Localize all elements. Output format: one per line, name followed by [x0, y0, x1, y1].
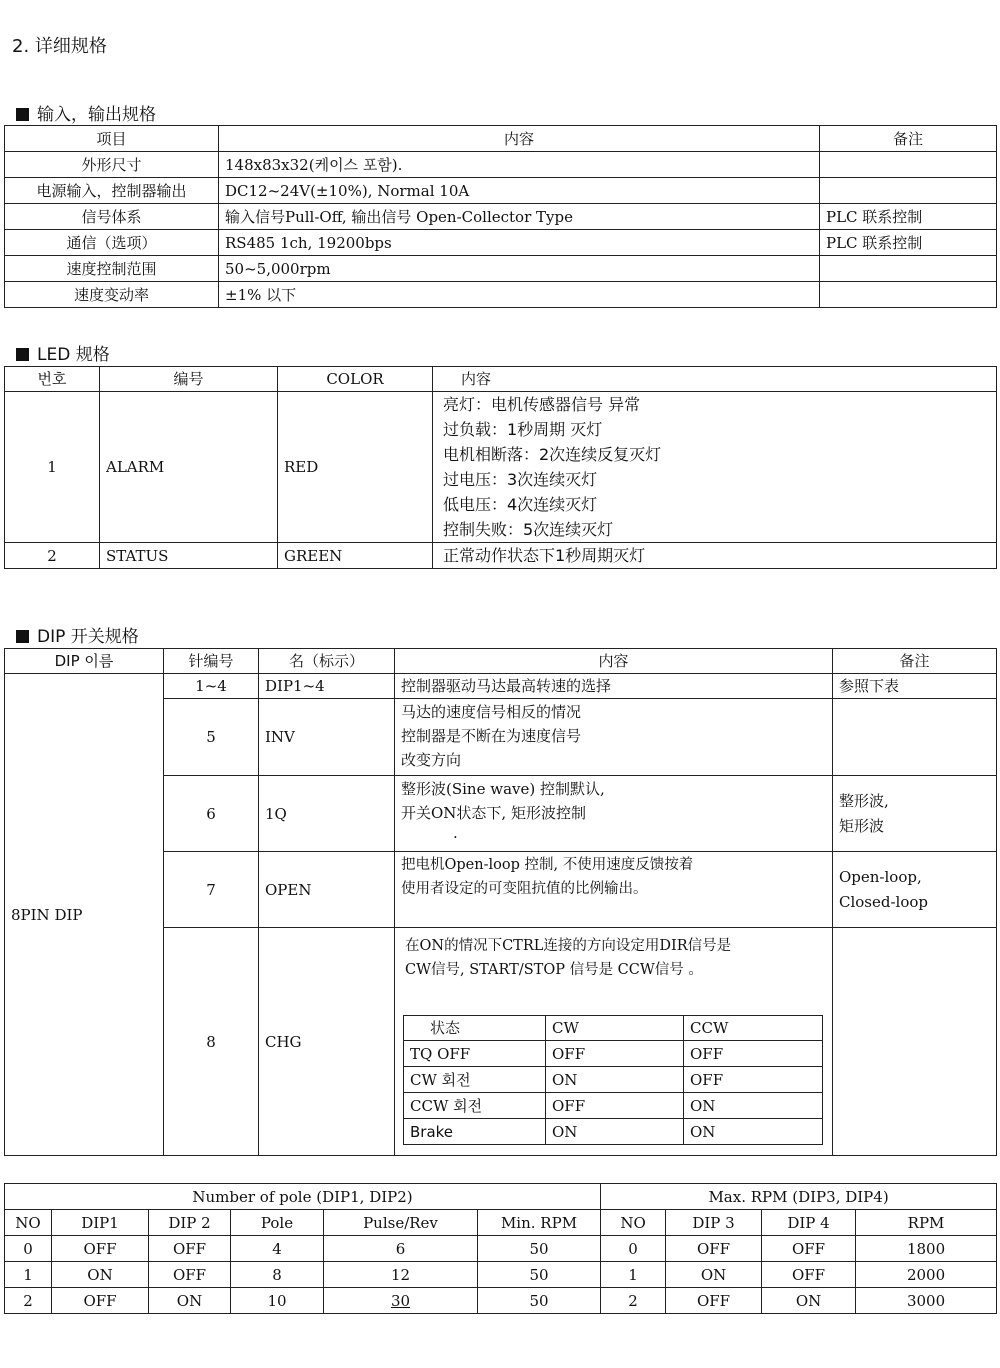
rpm-cell: 1 [601, 1262, 666, 1288]
dip-note-line: 整形波, [839, 791, 889, 810]
table-row [5, 1288, 997, 1314]
table-row [5, 392, 997, 543]
dip-line: 改变方向 [401, 751, 462, 769]
dip-line: 整形波(Sine wave) 控制默认, [401, 780, 605, 798]
dip-name: DIP1~4 [259, 674, 395, 699]
rpm-title: Max. RPM (DIP3, DIP4) [601, 1184, 997, 1210]
chg-ccw: OFF [684, 1067, 823, 1093]
table-row [404, 1041, 823, 1067]
chg-state: Brake [404, 1119, 546, 1145]
pole-header: Pulse/Rev [324, 1210, 478, 1236]
io-item: 电源输入，控制器输出 [5, 178, 219, 204]
rpm-header: RPM [856, 1210, 997, 1236]
chg-ccw: ON [684, 1093, 823, 1119]
dip-line: 在ON的情况下CTRL连接的方向设定用DIR信号是 [405, 938, 732, 954]
table-row [5, 674, 997, 699]
io-header-note: 备注 [820, 126, 997, 152]
dip-header-content: 内容 [395, 649, 833, 674]
io-item: 通信（选项） [5, 230, 219, 256]
table-row [5, 230, 997, 256]
rpm-cell: 1800 [856, 1236, 997, 1262]
led-line: 正常动作状态下1秒周期灭灯 [443, 546, 646, 565]
led-content [433, 543, 997, 569]
pole-cell: OFF [149, 1236, 231, 1262]
io-spec-table [4, 125, 997, 308]
table-row [5, 204, 997, 230]
table-row [404, 1093, 823, 1119]
table-row [5, 1262, 997, 1288]
chg-ccw: OFF [684, 1041, 823, 1067]
table-row [5, 282, 997, 308]
led-color: RED [278, 392, 433, 543]
led-heading-text: LED 规格 [37, 345, 110, 365]
dip-name: CHG [259, 928, 395, 1156]
chg-state-table [403, 1015, 823, 1145]
square-bullet-icon [16, 108, 29, 121]
rpm-header: DIP 4 [762, 1210, 856, 1236]
dip-line: 使用者设定的可变阻抗值的比例输出。 [401, 881, 648, 897]
rpm-cell: 2 [601, 1288, 666, 1314]
pole-header: DIP 2 [149, 1210, 231, 1236]
led-line: 过电压：3次连续灭灯 [443, 470, 598, 489]
dip-content [395, 928, 833, 1156]
dip-pin: 1~4 [164, 674, 259, 699]
rpm-cell: OFF [666, 1288, 762, 1314]
rpm-cell: 3000 [856, 1288, 997, 1314]
dip-spec-table [4, 648, 997, 1156]
table-row [5, 543, 997, 569]
dip-header-pin: 针编号 [164, 649, 259, 674]
rpm-header: DIP 3 [666, 1210, 762, 1236]
dip-note [833, 852, 997, 928]
pole-header: NO [5, 1210, 52, 1236]
io-content: 50~5,000rpm [219, 256, 820, 282]
dip-header-name: DIP 이름 [5, 649, 164, 674]
rpm-cell: ON [666, 1262, 762, 1288]
pole-cell: 4 [231, 1236, 324, 1262]
led-line: 亮灯：电机传感器信号 异常 [443, 395, 641, 414]
chg-cw: ON [546, 1067, 684, 1093]
table-row [5, 1236, 997, 1262]
io-content: 148x83x32(케이스 포함). [219, 152, 820, 178]
pole-cell: 1 [5, 1262, 52, 1288]
dip-note-line: Open-loop, [839, 867, 922, 886]
dip-name: 1Q [259, 776, 395, 852]
led-content [433, 392, 997, 543]
pole-header: Min. RPM [478, 1210, 601, 1236]
chg-header-state: 状态 [404, 1016, 546, 1041]
chg-state: TQ OFF [404, 1041, 546, 1067]
led-heading [16, 340, 110, 365]
square-bullet-icon [16, 348, 29, 361]
io-item: 速度变动率 [5, 282, 219, 308]
io-item: 外形尺寸 [5, 152, 219, 178]
dip-pin: 7 [164, 852, 259, 928]
io-content: ±1% 以下 [219, 282, 820, 308]
rpm-cell: 2000 [856, 1262, 997, 1288]
pole-title: Number of pole (DIP1, DIP2) [5, 1184, 601, 1210]
io-item: 信号体系 [5, 204, 219, 230]
dip-line: 开关ON状态下, 矩形波控制 [401, 804, 586, 822]
pole-cell: ON [149, 1288, 231, 1314]
dip-heading [16, 622, 139, 647]
rpm-cell: OFF [666, 1236, 762, 1262]
chg-cw: OFF [546, 1093, 684, 1119]
dip-line: CW信号, START/STOP 信号是 CCW信号 。 [405, 962, 703, 978]
pole-cell: 8 [231, 1262, 324, 1288]
led-spec-table [4, 366, 997, 569]
io-note [820, 152, 997, 178]
led-header-color: COLOR [278, 367, 433, 392]
dip-content [395, 776, 833, 852]
dip-header-note: 备注 [833, 649, 997, 674]
led-no: 2 [5, 543, 100, 569]
led-name: ALARM [100, 392, 278, 543]
io-content: DC12~24V(±10%), Normal 10A [219, 178, 820, 204]
dip-content [395, 852, 833, 928]
dip-pin: 5 [164, 699, 259, 776]
pole-cell: 10 [231, 1288, 324, 1314]
table-row [5, 256, 997, 282]
dip-line: 把电机Open-loop 控制, 不使用速度反馈按着 [401, 857, 694, 873]
dip-group: 8PIN DIP [5, 674, 164, 1156]
pole-cell: 30 [324, 1288, 478, 1314]
rpm-cell: OFF [762, 1262, 856, 1288]
io-item: 速度控制范围 [5, 256, 219, 282]
dip-note [833, 776, 997, 852]
table-row [5, 152, 997, 178]
chg-header-cw: CW [546, 1016, 684, 1041]
io-note [820, 178, 997, 204]
dip-pin: 6 [164, 776, 259, 852]
dip-heading-text: DIP 开关规格 [37, 627, 139, 647]
io-content: RS485 1ch, 19200bps [219, 230, 820, 256]
dip-note [833, 928, 997, 1156]
page-title: 2. 详细规格 [12, 36, 107, 57]
pole-cell: 50 [478, 1236, 601, 1262]
rpm-cell: ON [762, 1288, 856, 1314]
led-header-name: 编号 [100, 367, 278, 392]
pole-cell: 6 [324, 1236, 478, 1262]
led-header-content: 内容 [433, 367, 997, 392]
chg-state: CCW 회전 [404, 1093, 546, 1119]
chg-cw: ON [546, 1119, 684, 1145]
io-heading-text: 输入，输出规格 [37, 105, 156, 125]
pole-cell: 2 [5, 1288, 52, 1314]
pole-rpm-table [4, 1183, 997, 1314]
rpm-cell: 0 [601, 1236, 666, 1262]
pole-cell: OFF [149, 1262, 231, 1288]
dip-note-line: Closed-loop [839, 892, 929, 911]
dip-header-label: 名（标示） [259, 649, 395, 674]
dip-line: . [453, 824, 458, 842]
table-row [404, 1119, 823, 1145]
io-note [820, 256, 997, 282]
led-name: STATUS [100, 543, 278, 569]
square-bullet-icon [16, 630, 29, 643]
chg-header-ccw: CCW [684, 1016, 823, 1041]
dip-note [833, 699, 997, 776]
dip-content [395, 699, 833, 776]
dip-name: OPEN [259, 852, 395, 928]
table-row [404, 1067, 823, 1093]
dip-note-line: 矩形波 [839, 816, 885, 835]
dip-line: 控制器是不断在为速度信号 [401, 727, 582, 745]
chg-state: CW 회전 [404, 1067, 546, 1093]
pole-cell: OFF [52, 1288, 149, 1314]
rpm-header: NO [601, 1210, 666, 1236]
io-note: PLC 联系控制 [820, 204, 997, 230]
led-line: 控制失败：5次连续灭灯 [443, 520, 614, 539]
dip-content: 控制器驱动马达最高转速的选择 [395, 674, 833, 699]
pole-cell: 0 [5, 1236, 52, 1262]
pole-cell: 50 [478, 1288, 601, 1314]
table-row [5, 178, 997, 204]
led-header-no: 번호 [5, 367, 100, 392]
led-line: 过负载：1秒周期 灭灯 [443, 420, 603, 439]
io-heading [16, 100, 156, 125]
pole-header: Pole [231, 1210, 324, 1236]
dip-note: 参照下表 [833, 674, 997, 699]
pole-cell: ON [52, 1262, 149, 1288]
dip-line: 马达的速度信号相反的情况 [401, 703, 582, 721]
io-header-content: 内容 [219, 126, 820, 152]
led-line: 电机相断落：2次连续反复灭灯 [443, 445, 662, 464]
led-no: 1 [5, 392, 100, 543]
dip-name: INV [259, 699, 395, 776]
led-line: 低电压：4次连续灭灯 [443, 495, 598, 514]
dip-pin: 8 [164, 928, 259, 1156]
rpm-cell: OFF [762, 1236, 856, 1262]
pole-cell: 50 [478, 1262, 601, 1288]
pole-cell: 12 [324, 1262, 478, 1288]
io-header-item: 项目 [5, 126, 219, 152]
led-color: GREEN [278, 543, 433, 569]
io-note [820, 282, 997, 308]
pole-cell: OFF [52, 1236, 149, 1262]
chg-ccw: ON [684, 1119, 823, 1145]
pole-header: DIP1 [52, 1210, 149, 1236]
chg-cw: OFF [546, 1041, 684, 1067]
io-note: PLC 联系控制 [820, 230, 997, 256]
io-content: 输入信号Pull-Off, 输出信号 Open-Collector Type [219, 204, 820, 230]
